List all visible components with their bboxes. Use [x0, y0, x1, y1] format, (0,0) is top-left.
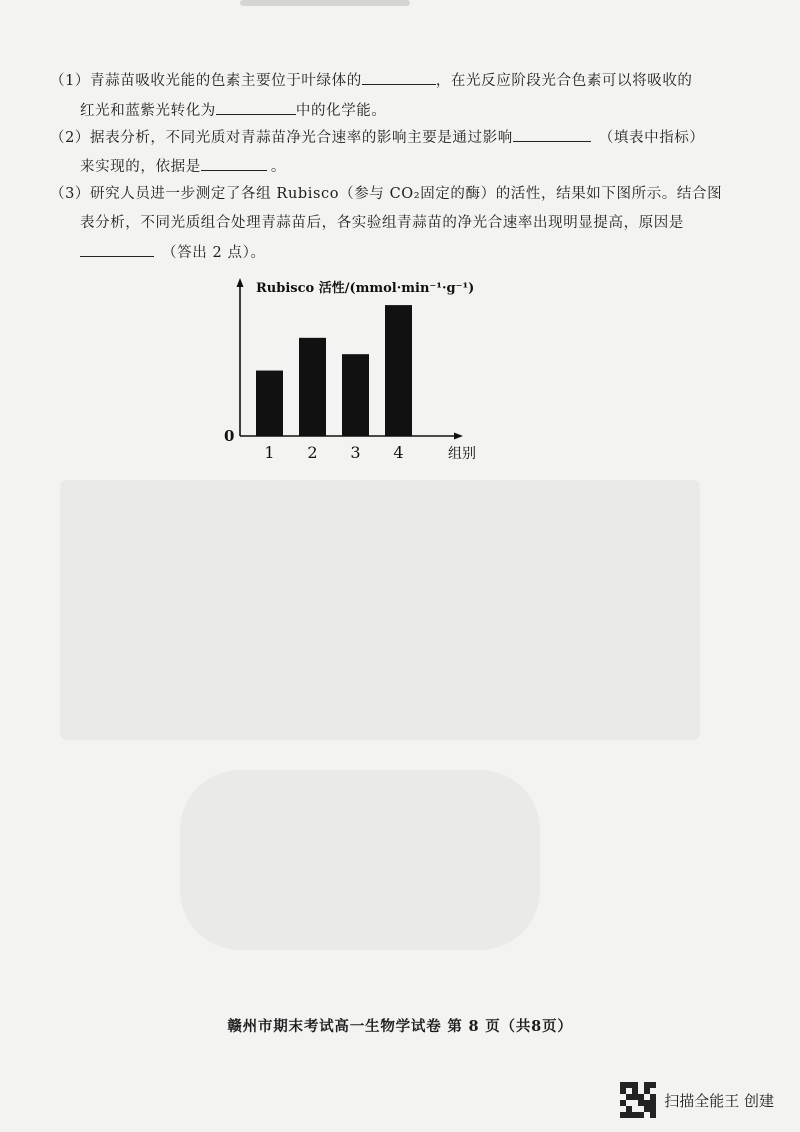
question-2-line-2 [80, 156, 286, 176]
x-tick-label: 3 [350, 443, 361, 462]
origin-label: 0 [224, 427, 235, 445]
question-2-line-1 [50, 127, 705, 147]
answer-blank[interactable] [216, 100, 296, 115]
x-tick-labels [264, 443, 403, 462]
question-1-line-1 [50, 70, 693, 90]
question-3-line-1 [50, 185, 722, 203]
bar-group-2 [299, 338, 326, 436]
x-axis-label: 组别 [448, 446, 476, 462]
scan-smudge [240, 0, 410, 6]
x-tick-label: 2 [307, 443, 318, 462]
q3-text-a: （3）研究人员进一步测定了各组 Rubisco（参与 CO₂固定的酶）的活性，结果如下图所示。结合图 [50, 186, 723, 202]
bleed-through-shadow [60, 480, 700, 740]
x-tick-label: 1 [264, 443, 275, 462]
bar-group-4 [385, 305, 412, 436]
q3-text-c: （答出 2 点）。 [162, 245, 266, 261]
q2-text-b: （填表中指标） [598, 130, 705, 146]
x-axis-arrow [454, 433, 463, 440]
rubisco-activity-chart [220, 270, 520, 470]
q1-text-d: 中的化学能。 [295, 103, 387, 119]
question-1-line-2 [80, 100, 387, 120]
answer-blank[interactable] [201, 156, 267, 171]
question-3-line-2 [80, 214, 684, 232]
bar-group-3 [342, 354, 369, 436]
scanner-watermark [620, 1082, 774, 1118]
answer-blank[interactable] [513, 127, 591, 142]
q2-text-d: 。 [270, 159, 286, 175]
bars-group [256, 305, 412, 436]
page-footer: 赣州市期末考试高一生物学试卷 第 8 页（共8页） [227, 1018, 573, 1035]
q1-text-b: ，在光反应阶段光合色素可以将吸收的 [435, 73, 693, 89]
answer-blank[interactable] [362, 70, 436, 85]
answer-blank[interactable] [80, 242, 154, 257]
watermark-text: 扫描全能王 创建 [664, 1091, 774, 1110]
q1-text-c: 红光和蓝紫光转化为 [80, 103, 216, 119]
q3-text-b: 表分析，不同光质组合处理青蒜苗后，各实验组青蒜苗的净光合速率出现明显提高，原因是 [80, 215, 684, 231]
y-axis-arrow [237, 278, 244, 287]
y-axis-label: Rubisco 活性/(mmol·min⁻¹·g⁻¹) [256, 281, 475, 296]
question-3-line-3 [80, 242, 266, 262]
bleed-through-stamp [180, 770, 540, 950]
x-tick-label: 4 [393, 443, 404, 462]
q2-text-a: （2）据表分析，不同光质对青蒜苗净光合速率的影响主要是通过影响 [50, 130, 513, 146]
q1-text-a: （1）青蒜苗吸收光能的色素主要位于叶绿体的 [50, 73, 362, 89]
qr-code-icon [620, 1082, 656, 1118]
bar-group-1 [256, 371, 283, 436]
q2-text-c: 来实现的，依据是 [80, 159, 201, 175]
bar-chart-svg [220, 270, 520, 470]
